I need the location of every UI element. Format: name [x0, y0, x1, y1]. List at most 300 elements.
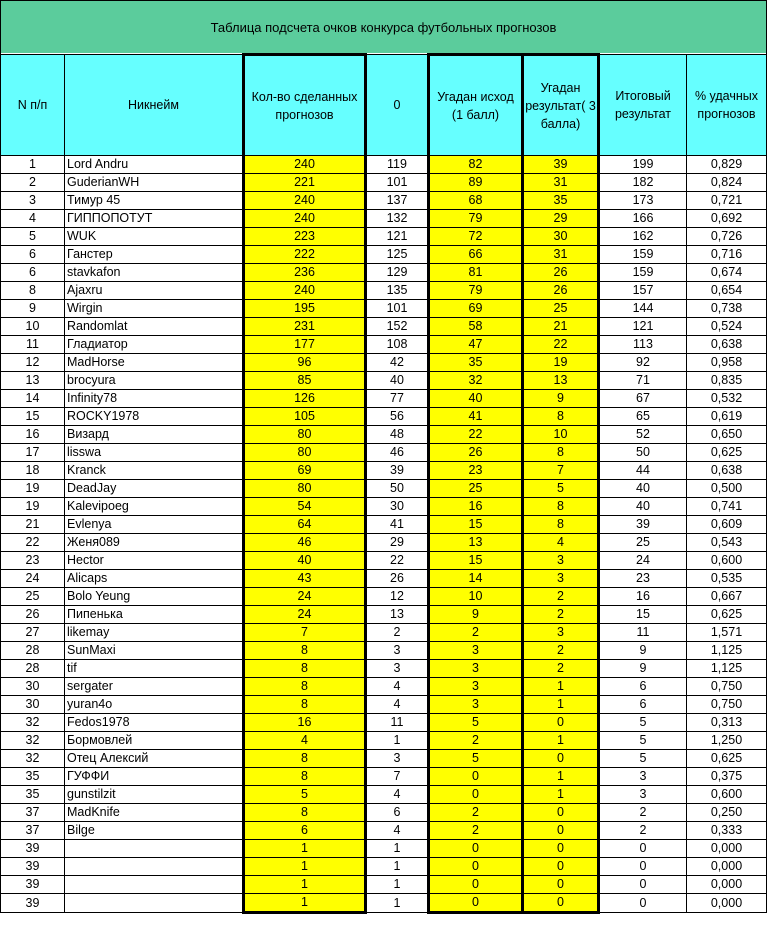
- cell-pct[interactable]: 0,638: [687, 462, 767, 480]
- cell-outcome[interactable]: 41: [429, 408, 523, 426]
- cell-result[interactable]: 2: [523, 588, 599, 606]
- cell-result[interactable]: 8: [523, 516, 599, 534]
- cell-outcome[interactable]: 10: [429, 588, 523, 606]
- cell-made[interactable]: 1: [244, 858, 366, 876]
- cell-total[interactable]: 44: [599, 462, 687, 480]
- cell-zero[interactable]: 125: [366, 246, 429, 264]
- cell-total[interactable]: 67: [599, 390, 687, 408]
- cell-zero[interactable]: 12: [366, 588, 429, 606]
- cell-n[interactable]: 6: [1, 246, 65, 264]
- cell-n[interactable]: 37: [1, 822, 65, 840]
- cell-pct[interactable]: 0,535: [687, 570, 767, 588]
- cell-zero[interactable]: 119: [366, 156, 429, 174]
- cell-zero[interactable]: 46: [366, 444, 429, 462]
- cell-result[interactable]: 2: [523, 642, 599, 660]
- cell-zero[interactable]: 4: [366, 822, 429, 840]
- cell-total[interactable]: 173: [599, 192, 687, 210]
- cell-outcome[interactable]: 2: [429, 822, 523, 840]
- cell-total[interactable]: 0: [599, 840, 687, 858]
- cell-outcome[interactable]: 79: [429, 210, 523, 228]
- cell-outcome[interactable]: 35: [429, 354, 523, 372]
- cell-zero[interactable]: 137: [366, 192, 429, 210]
- cell-n[interactable]: 35: [1, 786, 65, 804]
- header-zero[interactable]: 0: [366, 55, 429, 156]
- cell-n[interactable]: 6: [1, 264, 65, 282]
- cell-total[interactable]: 71: [599, 372, 687, 390]
- cell-pct[interactable]: 0,000: [687, 840, 767, 858]
- cell-zero[interactable]: 1: [366, 840, 429, 858]
- cell-zero[interactable]: 39: [366, 462, 429, 480]
- cell-zero[interactable]: 3: [366, 750, 429, 768]
- cell-n[interactable]: 37: [1, 804, 65, 822]
- cell-result[interactable]: 8: [523, 444, 599, 462]
- cell-nick[interactable]: Бормовлей: [65, 732, 244, 750]
- cell-n[interactable]: 21: [1, 516, 65, 534]
- cell-outcome[interactable]: 23: [429, 462, 523, 480]
- cell-zero[interactable]: 7: [366, 768, 429, 786]
- cell-total[interactable]: 16: [599, 588, 687, 606]
- cell-pct[interactable]: 0,000: [687, 858, 767, 876]
- cell-outcome[interactable]: 22: [429, 426, 523, 444]
- cell-result[interactable]: 29: [523, 210, 599, 228]
- cell-zero[interactable]: 2: [366, 624, 429, 642]
- cell-nick[interactable]: WUK: [65, 228, 244, 246]
- cell-n[interactable]: 1: [1, 156, 65, 174]
- cell-made[interactable]: 64: [244, 516, 366, 534]
- cell-n[interactable]: 14: [1, 390, 65, 408]
- cell-made[interactable]: 54: [244, 498, 366, 516]
- cell-result[interactable]: 31: [523, 174, 599, 192]
- cell-total[interactable]: 159: [599, 264, 687, 282]
- cell-pct[interactable]: 0,654: [687, 282, 767, 300]
- cell-zero[interactable]: 108: [366, 336, 429, 354]
- cell-zero[interactable]: 40: [366, 372, 429, 390]
- header-pct[interactable]: % удачных прогнозов: [687, 55, 767, 156]
- cell-made[interactable]: 8: [244, 696, 366, 714]
- cell-pct[interactable]: 1,250: [687, 732, 767, 750]
- cell-n[interactable]: 32: [1, 750, 65, 768]
- cell-result[interactable]: 0: [523, 894, 599, 913]
- cell-outcome[interactable]: 79: [429, 282, 523, 300]
- cell-zero[interactable]: 1: [366, 894, 429, 913]
- cell-outcome[interactable]: 0: [429, 768, 523, 786]
- cell-pct[interactable]: 0,721: [687, 192, 767, 210]
- cell-made[interactable]: 221: [244, 174, 366, 192]
- cell-n[interactable]: 9: [1, 300, 65, 318]
- cell-made[interactable]: 8: [244, 750, 366, 768]
- cell-nick[interactable]: brocyura: [65, 372, 244, 390]
- cell-zero[interactable]: 1: [366, 732, 429, 750]
- cell-nick[interactable]: Отец Алексий: [65, 750, 244, 768]
- cell-pct[interactable]: 0,625: [687, 444, 767, 462]
- cell-result[interactable]: 3: [523, 552, 599, 570]
- cell-total[interactable]: 159: [599, 246, 687, 264]
- cell-total[interactable]: 24: [599, 552, 687, 570]
- cell-outcome[interactable]: 69: [429, 300, 523, 318]
- cell-outcome[interactable]: 81: [429, 264, 523, 282]
- cell-outcome[interactable]: 72: [429, 228, 523, 246]
- cell-pct[interactable]: 1,571: [687, 624, 767, 642]
- cell-result[interactable]: 30: [523, 228, 599, 246]
- cell-nick[interactable]: Kranck: [65, 462, 244, 480]
- cell-n[interactable]: 25: [1, 588, 65, 606]
- cell-result[interactable]: 0: [523, 876, 599, 894]
- cell-result[interactable]: 1: [523, 696, 599, 714]
- cell-made[interactable]: 231: [244, 318, 366, 336]
- cell-result[interactable]: 7: [523, 462, 599, 480]
- cell-outcome[interactable]: 3: [429, 696, 523, 714]
- cell-outcome[interactable]: 5: [429, 714, 523, 732]
- cell-nick[interactable]: ROCKY1978: [65, 408, 244, 426]
- cell-n[interactable]: 39: [1, 876, 65, 894]
- cell-total[interactable]: 0: [599, 894, 687, 913]
- cell-outcome[interactable]: 9: [429, 606, 523, 624]
- cell-n[interactable]: 10: [1, 318, 65, 336]
- cell-pct[interactable]: 0,250: [687, 804, 767, 822]
- cell-nick[interactable]: Kalevipoeg: [65, 498, 244, 516]
- cell-made[interactable]: 69: [244, 462, 366, 480]
- cell-n[interactable]: 28: [1, 660, 65, 678]
- cell-total[interactable]: 5: [599, 750, 687, 768]
- cell-n[interactable]: 11: [1, 336, 65, 354]
- cell-pct[interactable]: 0,625: [687, 750, 767, 768]
- cell-made[interactable]: 80: [244, 480, 366, 498]
- cell-result[interactable]: 10: [523, 426, 599, 444]
- cell-outcome[interactable]: 0: [429, 858, 523, 876]
- cell-zero[interactable]: 26: [366, 570, 429, 588]
- cell-made[interactable]: 240: [244, 282, 366, 300]
- cell-pct[interactable]: 0,543: [687, 534, 767, 552]
- cell-nick[interactable]: Bolo Yeung: [65, 588, 244, 606]
- cell-made[interactable]: 7: [244, 624, 366, 642]
- cell-result[interactable]: 22: [523, 336, 599, 354]
- cell-pct[interactable]: 0,741: [687, 498, 767, 516]
- cell-pct[interactable]: 0,829: [687, 156, 767, 174]
- cell-made[interactable]: 40: [244, 552, 366, 570]
- cell-outcome[interactable]: 58: [429, 318, 523, 336]
- cell-pct[interactable]: 1,125: [687, 660, 767, 678]
- cell-zero[interactable]: 6: [366, 804, 429, 822]
- cell-zero[interactable]: 135: [366, 282, 429, 300]
- cell-nick[interactable]: Гладиатор: [65, 336, 244, 354]
- cell-nick[interactable]: Evlenya: [65, 516, 244, 534]
- cell-result[interactable]: 9: [523, 390, 599, 408]
- cell-result[interactable]: 3: [523, 624, 599, 642]
- cell-made[interactable]: 8: [244, 642, 366, 660]
- cell-n[interactable]: 22: [1, 534, 65, 552]
- cell-pct[interactable]: 0,716: [687, 246, 767, 264]
- cell-n[interactable]: 32: [1, 714, 65, 732]
- cell-zero[interactable]: 30: [366, 498, 429, 516]
- cell-pct[interactable]: 0,958: [687, 354, 767, 372]
- cell-nick[interactable]: gunstilzit: [65, 786, 244, 804]
- cell-n[interactable]: 2: [1, 174, 65, 192]
- cell-made[interactable]: 195: [244, 300, 366, 318]
- cell-zero[interactable]: 152: [366, 318, 429, 336]
- cell-result[interactable]: 1: [523, 786, 599, 804]
- cell-nick[interactable]: Wirgin: [65, 300, 244, 318]
- cell-result[interactable]: 8: [523, 498, 599, 516]
- cell-outcome[interactable]: 89: [429, 174, 523, 192]
- cell-nick[interactable]: DeadJay: [65, 480, 244, 498]
- cell-made[interactable]: 80: [244, 426, 366, 444]
- cell-outcome[interactable]: 2: [429, 732, 523, 750]
- cell-outcome[interactable]: 0: [429, 876, 523, 894]
- cell-total[interactable]: 3: [599, 768, 687, 786]
- cell-pct[interactable]: 0,638: [687, 336, 767, 354]
- cell-outcome[interactable]: 26: [429, 444, 523, 462]
- cell-pct[interactable]: 0,824: [687, 174, 767, 192]
- cell-result[interactable]: 13: [523, 372, 599, 390]
- cell-zero[interactable]: 41: [366, 516, 429, 534]
- cell-result[interactable]: 3: [523, 570, 599, 588]
- cell-result[interactable]: 2: [523, 660, 599, 678]
- cell-nick[interactable]: Bilge: [65, 822, 244, 840]
- cell-n[interactable]: 32: [1, 732, 65, 750]
- cell-n[interactable]: 19: [1, 480, 65, 498]
- cell-pct[interactable]: 0,609: [687, 516, 767, 534]
- cell-total[interactable]: 9: [599, 642, 687, 660]
- cell-total[interactable]: 2: [599, 822, 687, 840]
- cell-outcome[interactable]: 0: [429, 786, 523, 804]
- cell-n[interactable]: 13: [1, 372, 65, 390]
- cell-nick[interactable]: ГИППОПОТУТ: [65, 210, 244, 228]
- cell-nick[interactable]: MadHorse: [65, 354, 244, 372]
- cell-zero[interactable]: 129: [366, 264, 429, 282]
- cell-result[interactable]: 31: [523, 246, 599, 264]
- cell-made[interactable]: 1: [244, 876, 366, 894]
- cell-result[interactable]: 1: [523, 768, 599, 786]
- cell-nick[interactable]: likemay: [65, 624, 244, 642]
- cell-result[interactable]: 39: [523, 156, 599, 174]
- cell-nick[interactable]: Пипенька: [65, 606, 244, 624]
- cell-total[interactable]: 23: [599, 570, 687, 588]
- cell-n[interactable]: 4: [1, 210, 65, 228]
- cell-pct[interactable]: 0,650: [687, 426, 767, 444]
- cell-made[interactable]: 43: [244, 570, 366, 588]
- cell-made[interactable]: 236: [244, 264, 366, 282]
- cell-outcome[interactable]: 15: [429, 552, 523, 570]
- cell-outcome[interactable]: 3: [429, 642, 523, 660]
- cell-nick[interactable]: Визард: [65, 426, 244, 444]
- cell-n[interactable]: 17: [1, 444, 65, 462]
- cell-outcome[interactable]: 13: [429, 534, 523, 552]
- cell-outcome[interactable]: 16: [429, 498, 523, 516]
- cell-result[interactable]: 2: [523, 606, 599, 624]
- cell-outcome[interactable]: 14: [429, 570, 523, 588]
- header-result[interactable]: Угадан результат( 3 балла): [523, 55, 599, 156]
- cell-n[interactable]: 27: [1, 624, 65, 642]
- cell-nick[interactable]: ГУФФИ: [65, 768, 244, 786]
- cell-pct[interactable]: 0,000: [687, 894, 767, 913]
- cell-zero[interactable]: 1: [366, 876, 429, 894]
- cell-total[interactable]: 65: [599, 408, 687, 426]
- cell-pct[interactable]: 0,532: [687, 390, 767, 408]
- cell-made[interactable]: 223: [244, 228, 366, 246]
- cell-result[interactable]: 8: [523, 408, 599, 426]
- cell-total[interactable]: 166: [599, 210, 687, 228]
- cell-made[interactable]: 85: [244, 372, 366, 390]
- cell-outcome[interactable]: 47: [429, 336, 523, 354]
- cell-pct[interactable]: 0,667: [687, 588, 767, 606]
- cell-outcome[interactable]: 66: [429, 246, 523, 264]
- cell-nick[interactable]: Женя089: [65, 534, 244, 552]
- cell-n[interactable]: 3: [1, 192, 65, 210]
- cell-zero[interactable]: 132: [366, 210, 429, 228]
- cell-zero[interactable]: 3: [366, 660, 429, 678]
- cell-n[interactable]: 15: [1, 408, 65, 426]
- cell-nick[interactable]: lisswa: [65, 444, 244, 462]
- cell-result[interactable]: 19: [523, 354, 599, 372]
- cell-made[interactable]: 1: [244, 840, 366, 858]
- cell-result[interactable]: 26: [523, 282, 599, 300]
- cell-outcome[interactable]: 2: [429, 624, 523, 642]
- cell-outcome[interactable]: 2: [429, 804, 523, 822]
- cell-nick[interactable]: [65, 876, 244, 894]
- cell-nick[interactable]: Randomlat: [65, 318, 244, 336]
- cell-n[interactable]: 18: [1, 462, 65, 480]
- cell-n[interactable]: 39: [1, 858, 65, 876]
- cell-made[interactable]: 46: [244, 534, 366, 552]
- cell-nick[interactable]: Infinity78: [65, 390, 244, 408]
- cell-nick[interactable]: Тимур 45: [65, 192, 244, 210]
- cell-result[interactable]: 35: [523, 192, 599, 210]
- cell-nick[interactable]: Fedos1978: [65, 714, 244, 732]
- header-n[interactable]: N п/п: [1, 55, 65, 156]
- cell-total[interactable]: 144: [599, 300, 687, 318]
- cell-result[interactable]: 25: [523, 300, 599, 318]
- cell-n[interactable]: 39: [1, 840, 65, 858]
- cell-total[interactable]: 0: [599, 876, 687, 894]
- cell-total[interactable]: 199: [599, 156, 687, 174]
- cell-nick[interactable]: sergater: [65, 678, 244, 696]
- cell-nick[interactable]: [65, 840, 244, 858]
- cell-pct[interactable]: 0,600: [687, 786, 767, 804]
- cell-zero[interactable]: 29: [366, 534, 429, 552]
- cell-made[interactable]: 126: [244, 390, 366, 408]
- cell-zero[interactable]: 48: [366, 426, 429, 444]
- cell-outcome[interactable]: 82: [429, 156, 523, 174]
- cell-made[interactable]: 240: [244, 210, 366, 228]
- cell-zero[interactable]: 101: [366, 174, 429, 192]
- cell-total[interactable]: 5: [599, 714, 687, 732]
- cell-result[interactable]: 1: [523, 678, 599, 696]
- cell-total[interactable]: 15: [599, 606, 687, 624]
- cell-made[interactable]: 8: [244, 804, 366, 822]
- cell-made[interactable]: 96: [244, 354, 366, 372]
- cell-total[interactable]: 6: [599, 678, 687, 696]
- cell-n[interactable]: 24: [1, 570, 65, 588]
- cell-made[interactable]: 8: [244, 768, 366, 786]
- cell-nick[interactable]: GuderianWH: [65, 174, 244, 192]
- cell-nick[interactable]: tif: [65, 660, 244, 678]
- cell-made[interactable]: 4: [244, 732, 366, 750]
- cell-zero[interactable]: 13: [366, 606, 429, 624]
- cell-result[interactable]: 21: [523, 318, 599, 336]
- cell-pct[interactable]: 0,313: [687, 714, 767, 732]
- cell-pct[interactable]: 0,500: [687, 480, 767, 498]
- cell-total[interactable]: 5: [599, 732, 687, 750]
- cell-result[interactable]: 0: [523, 750, 599, 768]
- cell-n[interactable]: 12: [1, 354, 65, 372]
- cell-made[interactable]: 16: [244, 714, 366, 732]
- cell-pct[interactable]: 0,674: [687, 264, 767, 282]
- cell-n[interactable]: 39: [1, 894, 65, 913]
- cell-result[interactable]: 0: [523, 714, 599, 732]
- header-made[interactable]: Кол-во сделанных прогнозов: [244, 55, 366, 156]
- cell-made[interactable]: 24: [244, 606, 366, 624]
- cell-made[interactable]: 105: [244, 408, 366, 426]
- cell-total[interactable]: 11: [599, 624, 687, 642]
- cell-zero[interactable]: 4: [366, 786, 429, 804]
- cell-zero[interactable]: 56: [366, 408, 429, 426]
- cell-result[interactable]: 1: [523, 732, 599, 750]
- cell-zero[interactable]: 3: [366, 642, 429, 660]
- cell-nick[interactable]: stavkafon: [65, 264, 244, 282]
- cell-pct[interactable]: 0,333: [687, 822, 767, 840]
- cell-zero[interactable]: 121: [366, 228, 429, 246]
- cell-n[interactable]: 8: [1, 282, 65, 300]
- cell-zero[interactable]: 11: [366, 714, 429, 732]
- cell-total[interactable]: 182: [599, 174, 687, 192]
- cell-n[interactable]: 5: [1, 228, 65, 246]
- cell-made[interactable]: 240: [244, 192, 366, 210]
- cell-made[interactable]: 240: [244, 156, 366, 174]
- cell-total[interactable]: 9: [599, 660, 687, 678]
- cell-outcome[interactable]: 0: [429, 840, 523, 858]
- cell-outcome[interactable]: 3: [429, 660, 523, 678]
- cell-total[interactable]: 2: [599, 804, 687, 822]
- cell-made[interactable]: 222: [244, 246, 366, 264]
- cell-nick[interactable]: Alicaps: [65, 570, 244, 588]
- cell-total[interactable]: 121: [599, 318, 687, 336]
- header-nick[interactable]: Никнейм: [65, 55, 244, 156]
- cell-nick[interactable]: Ajaxru: [65, 282, 244, 300]
- cell-zero[interactable]: 22: [366, 552, 429, 570]
- cell-zero[interactable]: 50: [366, 480, 429, 498]
- cell-pct[interactable]: 0,619: [687, 408, 767, 426]
- cell-pct[interactable]: 1,125: [687, 642, 767, 660]
- cell-made[interactable]: 8: [244, 660, 366, 678]
- cell-total[interactable]: 52: [599, 426, 687, 444]
- cell-made[interactable]: 8: [244, 678, 366, 696]
- cell-total[interactable]: 40: [599, 498, 687, 516]
- cell-n[interactable]: 28: [1, 642, 65, 660]
- cell-pct[interactable]: 0,625: [687, 606, 767, 624]
- cell-pct[interactable]: 0,750: [687, 696, 767, 714]
- cell-n[interactable]: 30: [1, 696, 65, 714]
- cell-pct[interactable]: 0,750: [687, 678, 767, 696]
- cell-n[interactable]: 35: [1, 768, 65, 786]
- header-outcome[interactable]: Угадан исход (1 балл): [429, 55, 523, 156]
- cell-result[interactable]: 0: [523, 840, 599, 858]
- cell-pct[interactable]: 0,835: [687, 372, 767, 390]
- cell-made[interactable]: 1: [244, 894, 366, 913]
- cell-total[interactable]: 113: [599, 336, 687, 354]
- cell-total[interactable]: 39: [599, 516, 687, 534]
- cell-result[interactable]: 5: [523, 480, 599, 498]
- cell-nick[interactable]: yuran4o: [65, 696, 244, 714]
- cell-result[interactable]: 0: [523, 822, 599, 840]
- cell-outcome[interactable]: 15: [429, 516, 523, 534]
- cell-nick[interactable]: [65, 858, 244, 876]
- cell-zero[interactable]: 4: [366, 696, 429, 714]
- cell-made[interactable]: 177: [244, 336, 366, 354]
- header-total[interactable]: Итоговый результат: [599, 55, 687, 156]
- cell-n[interactable]: 16: [1, 426, 65, 444]
- cell-pct[interactable]: 0,375: [687, 768, 767, 786]
- cell-nick[interactable]: Lord Andru: [65, 156, 244, 174]
